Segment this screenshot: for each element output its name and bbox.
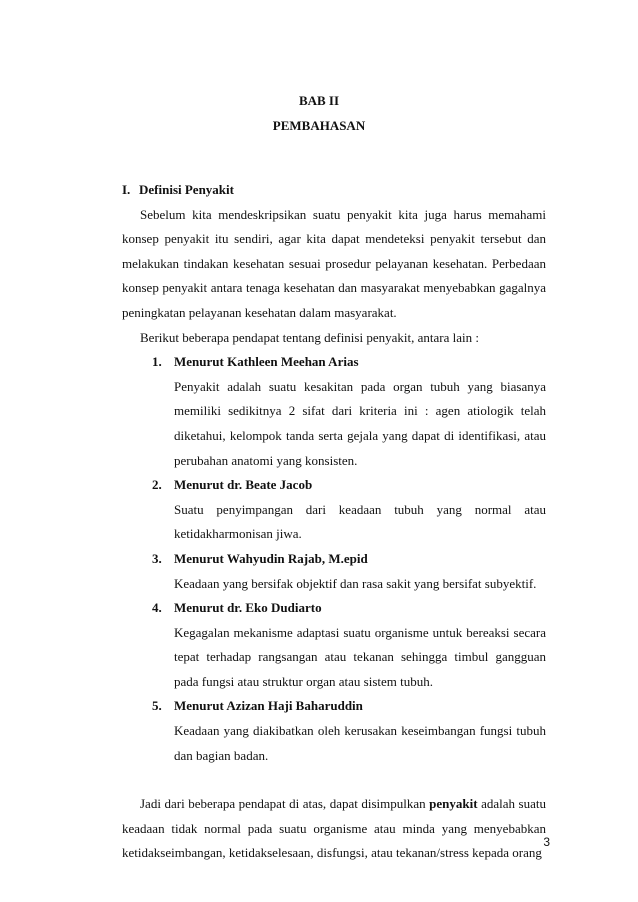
conclusion-text-end: adalah suatu keadaan tidak normal pada suatu organisme atau minda yang menyebabkan ketidakseimbangan, ketidakselesaan, disfungsi, atau tekanan/stress kepada orang: [122, 796, 546, 861]
item-description: Kegagalan mekanisme adaptasi suatu organisme untuk bereaksi secara tepat terhadap rangsangan atau tekanan sehingga timbul gangguan pada fungsi atau struktur organ atau sistem tubuh.: [174, 624, 546, 689]
item-description: Keadaan yang bersifak objektif dan rasa sakit yang bersifat subyektif.: [174, 575, 537, 591]
item-heading: Menurut Wahyudin Rajab, M.epid: [174, 550, 368, 566]
chapter-title: PEMBAHASAN: [272, 118, 366, 133]
item-number: 3.: [152, 550, 162, 566]
list-item: [122, 350, 546, 473]
definition-list: [122, 350, 546, 768]
conclusion-paragraph: [122, 792, 546, 866]
intro-paragraph: Sebelum kita mendeskripsikan suatu penyakit kita juga harus memahami konsep penyakit itu sendiri, agar kita dapat mendeteksi penyakit tersebut dan melakukan tindakan kesehatan sesuai prosedur pelayanan kesehatan. Perbedaan konsep penyakit antara tenaga kesehatan dan masyarakat menyebabkan gagalnya peningkatan pelayanan kesehatan dalam masyarakat.: [122, 206, 546, 320]
conclusion-keyword: penyakit: [429, 796, 478, 812]
section-title: Definisi Penyakit: [139, 182, 234, 197]
list-item: [122, 547, 546, 596]
item-description: Keadaan yang diakibatkan oleh kerusakan keseimbangan fungsi tubuh dan bagian badan.: [174, 723, 546, 763]
item-heading: Menurut Kathleen Meehan Arias: [174, 354, 359, 370]
chapter-label: BAB II: [298, 93, 340, 108]
item-heading: Menurut dr. Beate Jacob: [174, 477, 313, 493]
section-number: I.: [122, 182, 131, 197]
item-number: 4.: [152, 600, 162, 616]
item-heading: Menurut Azizan Haji Baharuddin: [174, 698, 363, 714]
conclusion-text-start: Jadi dari beberapa pendapat di atas, dapat disimpulkan: [140, 796, 430, 812]
item-description: Penyakit adalah suatu kesakitan pada organ tubuh yang biasanya memiliki sedikitnya 2 sifat dari kriteria ini : agen atiologik telah diketahui, kelompok tanda serta gejala yang dapat di identifikasi, atau perubahan anatomi yang konsisten.: [174, 378, 546, 468]
item-number: 2.: [152, 477, 162, 493]
section-heading: [122, 178, 546, 203]
item-number: 1.: [152, 354, 162, 370]
list-item: [122, 694, 546, 768]
item-description: Suatu penyimpangan dari keadaan tubuh yang normal atau ketidakharmonisan jiwa.: [174, 501, 546, 542]
list-item: [122, 596, 546, 694]
item-heading: Menurut dr. Eko Dudiarto: [174, 600, 322, 616]
item-number: 5.: [152, 698, 162, 714]
list-item: [122, 473, 546, 547]
page-content: [122, 178, 546, 866]
list-intro: Berikut beberapa pendapat tentang definisi penyakit, antara lain :: [140, 329, 479, 345]
page-number: 3: [543, 835, 550, 849]
